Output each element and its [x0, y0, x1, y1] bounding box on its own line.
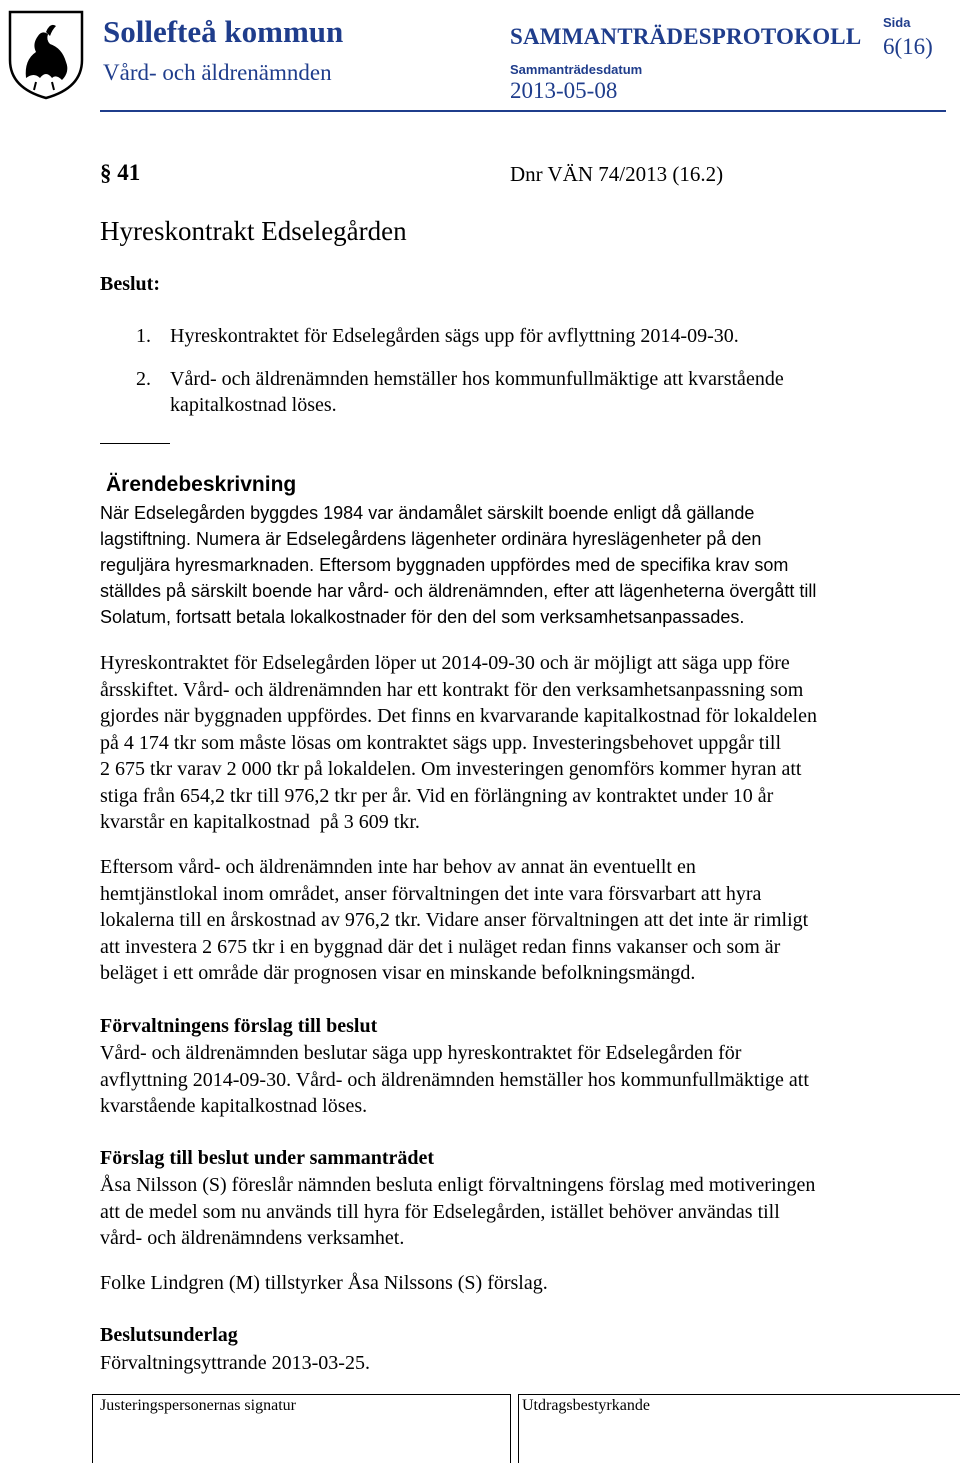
municipal-crest-icon [6, 8, 86, 100]
decision-heading: Beslut: [100, 273, 160, 295]
page-number: 6(16) [883, 34, 933, 59]
proposal-heading: Förvaltningens förslag till beslut [100, 1015, 378, 1037]
paragraph-line: Åsa Nilsson (S) föreslår nämnden besluta enligt förvaltningens förslag med motiveringen [100, 1174, 816, 1196]
paragraph-line: beläget i ett område där prognosen visar en minskande befolkningsmängd. [100, 962, 696, 984]
paragraph-line: Vård- och äldrenämnden beslutar säga upp hyreskontraktet för Edselegården för [100, 1042, 742, 1064]
paragraph-line: att de medel som nu används till hyra för Edselegården, istället behöver användas till [100, 1200, 780, 1223]
short-divider [100, 443, 170, 444]
page-title: Hyreskontrakt Edselegården [100, 216, 407, 246]
signature-box-left [92, 1394, 93, 1463]
paragraph-line: Solatum, fortsatt betala lokalkostnader för den del som verksamhetsanpassades. [100, 607, 745, 627]
paragraph-line: vård- och äldrenämndens verksamhet. [100, 1227, 405, 1249]
meeting-date: 2013-05-08 [510, 78, 618, 103]
paragraph-line: hemtjänstlokal inom området, anser förvaltningen det inte vara försvarbart att hyra [100, 882, 762, 905]
decision-2-text-line-2: kapitalkostnad löses. [170, 394, 337, 416]
paragraph-line: När Edselegården byggdes 1984 var ändamålet särskilt boende enligt då gällande [100, 503, 755, 523]
paragraph-line: årsskiftet. Vård- och äldrenämnden har ett kontrakt för den verksamhetsanpassning som [100, 678, 804, 701]
extract-box-top [518, 1394, 960, 1395]
board-name: Vård- och äldrenämnden [103, 60, 332, 85]
basis-heading: Beslutsunderlag [100, 1324, 238, 1346]
paragraph-line: att investera 2 675 tkr i en byggnad där det i nuläget redan finns vakanser och som är [100, 935, 781, 958]
meeting-proposal-heading: Förslag till beslut under sammanträdet [100, 1147, 435, 1169]
basis-text: Förvaltningsyttrande 2013-03-25. [100, 1352, 370, 1374]
protocol-title: SAMMANTRÄDESPROTOKOLL [510, 24, 862, 49]
paragraph-line: ställdes på särskilt boende har vård- och äldrenämnden, efter att lägenheterna övergått till [100, 581, 817, 601]
paragraph-line: Eftersom vård- och äldrenämnden inte har behov av annat än eventuellt en [100, 856, 696, 878]
page-label: Sida [883, 15, 911, 30]
municipality-name: Sollefteå kommun [103, 14, 344, 49]
extract-box-left [518, 1394, 519, 1463]
description-paragraph-1 [100, 500, 940, 630]
paragraph-line: stiga från 654,2 tkr till 976,2 tkr per år. Vid en förlängning av kontraktet under 10 år [100, 784, 774, 807]
meeting-date-label: Sammanträdesdatum [510, 62, 643, 77]
proposal-paragraph [100, 1040, 940, 1120]
signature-label: Justeringspersonernas signatur [100, 1397, 296, 1414]
decision-2-number: 2. [136, 368, 151, 390]
paragraph-line: Hyreskontraktet för Edselegården löper ut 2014-09-30 och är möjligt att säga upp före [100, 652, 790, 674]
case-number: Dnr VÄN 74/2013 (16.2) [510, 162, 724, 186]
description-heading: Ärendebeskrivning [106, 473, 297, 496]
description-paragraph-3 [100, 854, 940, 987]
decision-1-text: Hyreskontraktet för Edselegården sägs upp för avflyttning 2014-09-30. [170, 325, 739, 347]
paragraph-line: avflyttning 2014-09-30. Vård- och äldrenämnden hemställer hos kommunfullmäktige att [100, 1068, 809, 1091]
paragraph-line: på 4 174 tkr som måste lösas om kontraktet sägs upp. Investeringsbehovet uppgår till [100, 731, 781, 754]
extract-label: Utdragsbestyrkande [522, 1397, 650, 1414]
paragraph-line: kvarstående kapitalkostnad löses. [100, 1095, 368, 1117]
paragraph-line: 2 675 tkr varav 2 000 tkr på lokaldelen. Om investeringen genomförs kommer hyran att [100, 758, 802, 780]
signature-box-right [510, 1394, 511, 1463]
paragraph-line: reguljära hyresmarknaden. Eftersom byggnaden uppfördes med de specifika krav som [100, 555, 789, 575]
paragraph-line: gjordes när byggnaden uppfördes. Det finns en kvarvarande kapitalkostnad för lokaldelen [100, 705, 817, 727]
support-statement: Folke Lindgren (M) tillstyrker Åsa Nilssons (S) förslag. [100, 1272, 548, 1294]
section-number: § 41 [100, 160, 141, 185]
paragraph-line: lokalerna till en årskostnad av 976,2 tkr. Vidare anser förvaltningen att det inte är rimligt [100, 909, 809, 931]
description-paragraph-2 [100, 650, 940, 836]
meeting-proposal-paragraph [100, 1172, 940, 1252]
header-divider [100, 110, 946, 112]
signature-box-top [92, 1394, 510, 1395]
decision-2-text-line-1: Vård- och äldrenämnden hemställer hos kommunfullmäktige att kvarstående [170, 368, 784, 390]
decision-1-number: 1. [136, 325, 151, 347]
paragraph-line: lagstiftning. Numera är Edselegårdens lägenheter ordinära hyreslägenheter på den [100, 529, 762, 549]
paragraph-line: kvarstår en kapitalkostnad på 3 609 tkr. [100, 811, 420, 833]
